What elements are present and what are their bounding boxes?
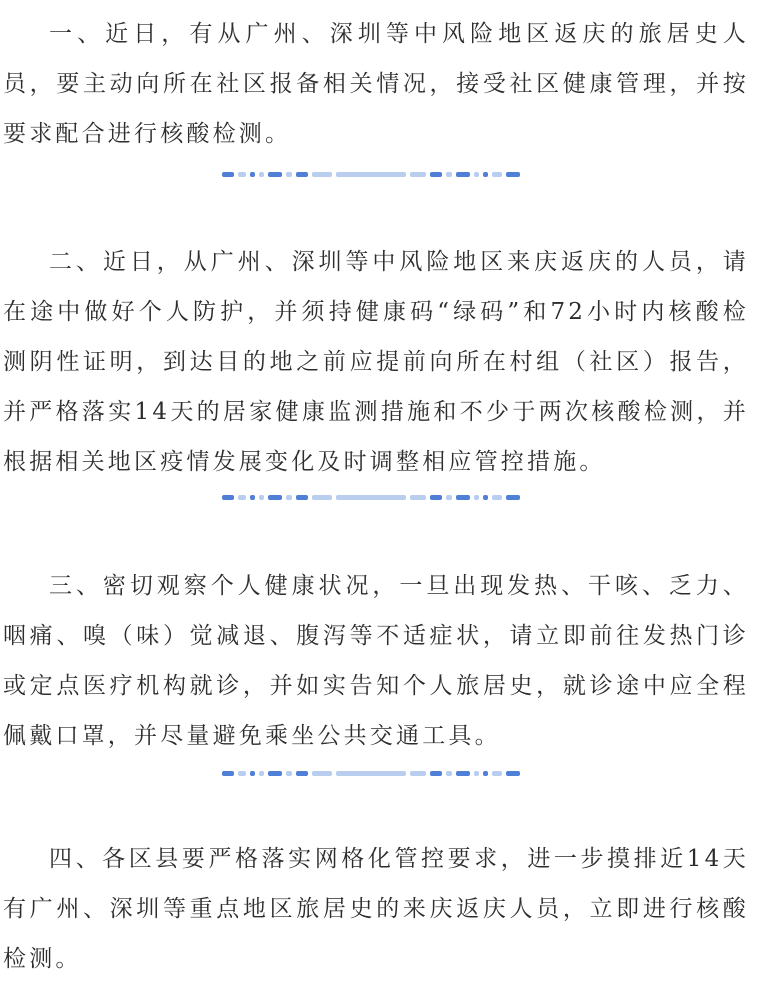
divider-dash <box>336 172 406 177</box>
divider-dash <box>456 172 470 177</box>
paragraph-2: 二、近日，从广州、深圳等中风险地区来庆返庆的人员，请在途中做好个人防护，并须持健康码“绿码”和72小时内核酸检测阴性证明，到达目的地之前应提前向所在村组（社区）报告，并严格落实14天的居家健康监测措施和不少于两次核酸检测，并根据相关地区疫情发展变化及时调整相应管控措施。 <box>3 249 749 475</box>
divider-dash <box>430 771 442 776</box>
divider-dash <box>238 771 246 776</box>
section-divider-3 <box>222 771 522 776</box>
divider-dash <box>312 495 332 500</box>
divider-dash <box>268 495 282 500</box>
divider-dash <box>474 771 479 776</box>
paragraph-4: 四、各区县要严格落实网格化管控要求，进一步摸排近14天有广州、深圳等重点地区旅居史的来庆返庆人员，立即进行核酸检测。 <box>3 846 749 972</box>
divider-dash <box>250 172 255 177</box>
divider-dash <box>296 172 308 177</box>
divider-dash <box>492 495 502 500</box>
section-divider-2 <box>222 495 522 500</box>
divider-dash <box>446 172 452 177</box>
divider-dash <box>259 771 264 776</box>
divider-dash <box>286 172 292 177</box>
divider-dash <box>506 172 520 177</box>
divider-dash <box>336 495 406 500</box>
divider-dash <box>446 495 452 500</box>
divider-dash <box>492 771 502 776</box>
divider-dash <box>222 172 234 177</box>
divider-dash <box>410 495 426 500</box>
divider-dash <box>492 172 502 177</box>
divider-dash <box>312 771 332 776</box>
divider-dash <box>250 495 255 500</box>
divider-dash <box>506 771 520 776</box>
divider-dash <box>336 771 406 776</box>
divider-dash <box>483 172 488 177</box>
divider-dash <box>238 495 246 500</box>
divider-dash <box>456 771 470 776</box>
divider-dash <box>312 172 332 177</box>
divider-dash <box>222 771 234 776</box>
divider-dash <box>506 495 520 500</box>
divider-dash <box>410 172 426 177</box>
divider-dash <box>456 495 470 500</box>
paragraph-3: 三、密切观察个人健康状况，一旦出现发热、干咳、乏力、咽痛、嗅（味）觉减退、腹泻等不适症状，请立即前往发热门诊或定点医疗机构就诊，并如实告知个人旅居史，就诊途中应全程佩戴口罩，并尽量避免乘坐公共交通工具。 <box>3 573 749 749</box>
divider-dash <box>286 495 292 500</box>
divider-dash <box>296 771 308 776</box>
divider-dash <box>222 495 234 500</box>
divider-dash <box>430 172 442 177</box>
divider-dash <box>268 172 282 177</box>
divider-dash <box>446 771 452 776</box>
section-divider-1 <box>222 172 522 177</box>
divider-dash <box>474 172 479 177</box>
divider-dash <box>286 771 292 776</box>
divider-dash <box>483 495 488 500</box>
divider-dash <box>268 771 282 776</box>
paragraph-1: 一、近日，有从广州、深圳等中风险地区返庆的旅居史人员，要主动向所在社区报备相关情况，接受社区健康管理，并按要求配合进行核酸检测。 <box>3 21 749 147</box>
divider-dash <box>259 495 264 500</box>
divider-dash <box>474 495 479 500</box>
divider-dash <box>410 771 426 776</box>
divider-dash <box>259 172 264 177</box>
divider-dash <box>250 771 255 776</box>
divider-dash <box>430 495 442 500</box>
divider-dash <box>483 771 488 776</box>
divider-dash <box>238 172 246 177</box>
divider-dash <box>296 495 308 500</box>
